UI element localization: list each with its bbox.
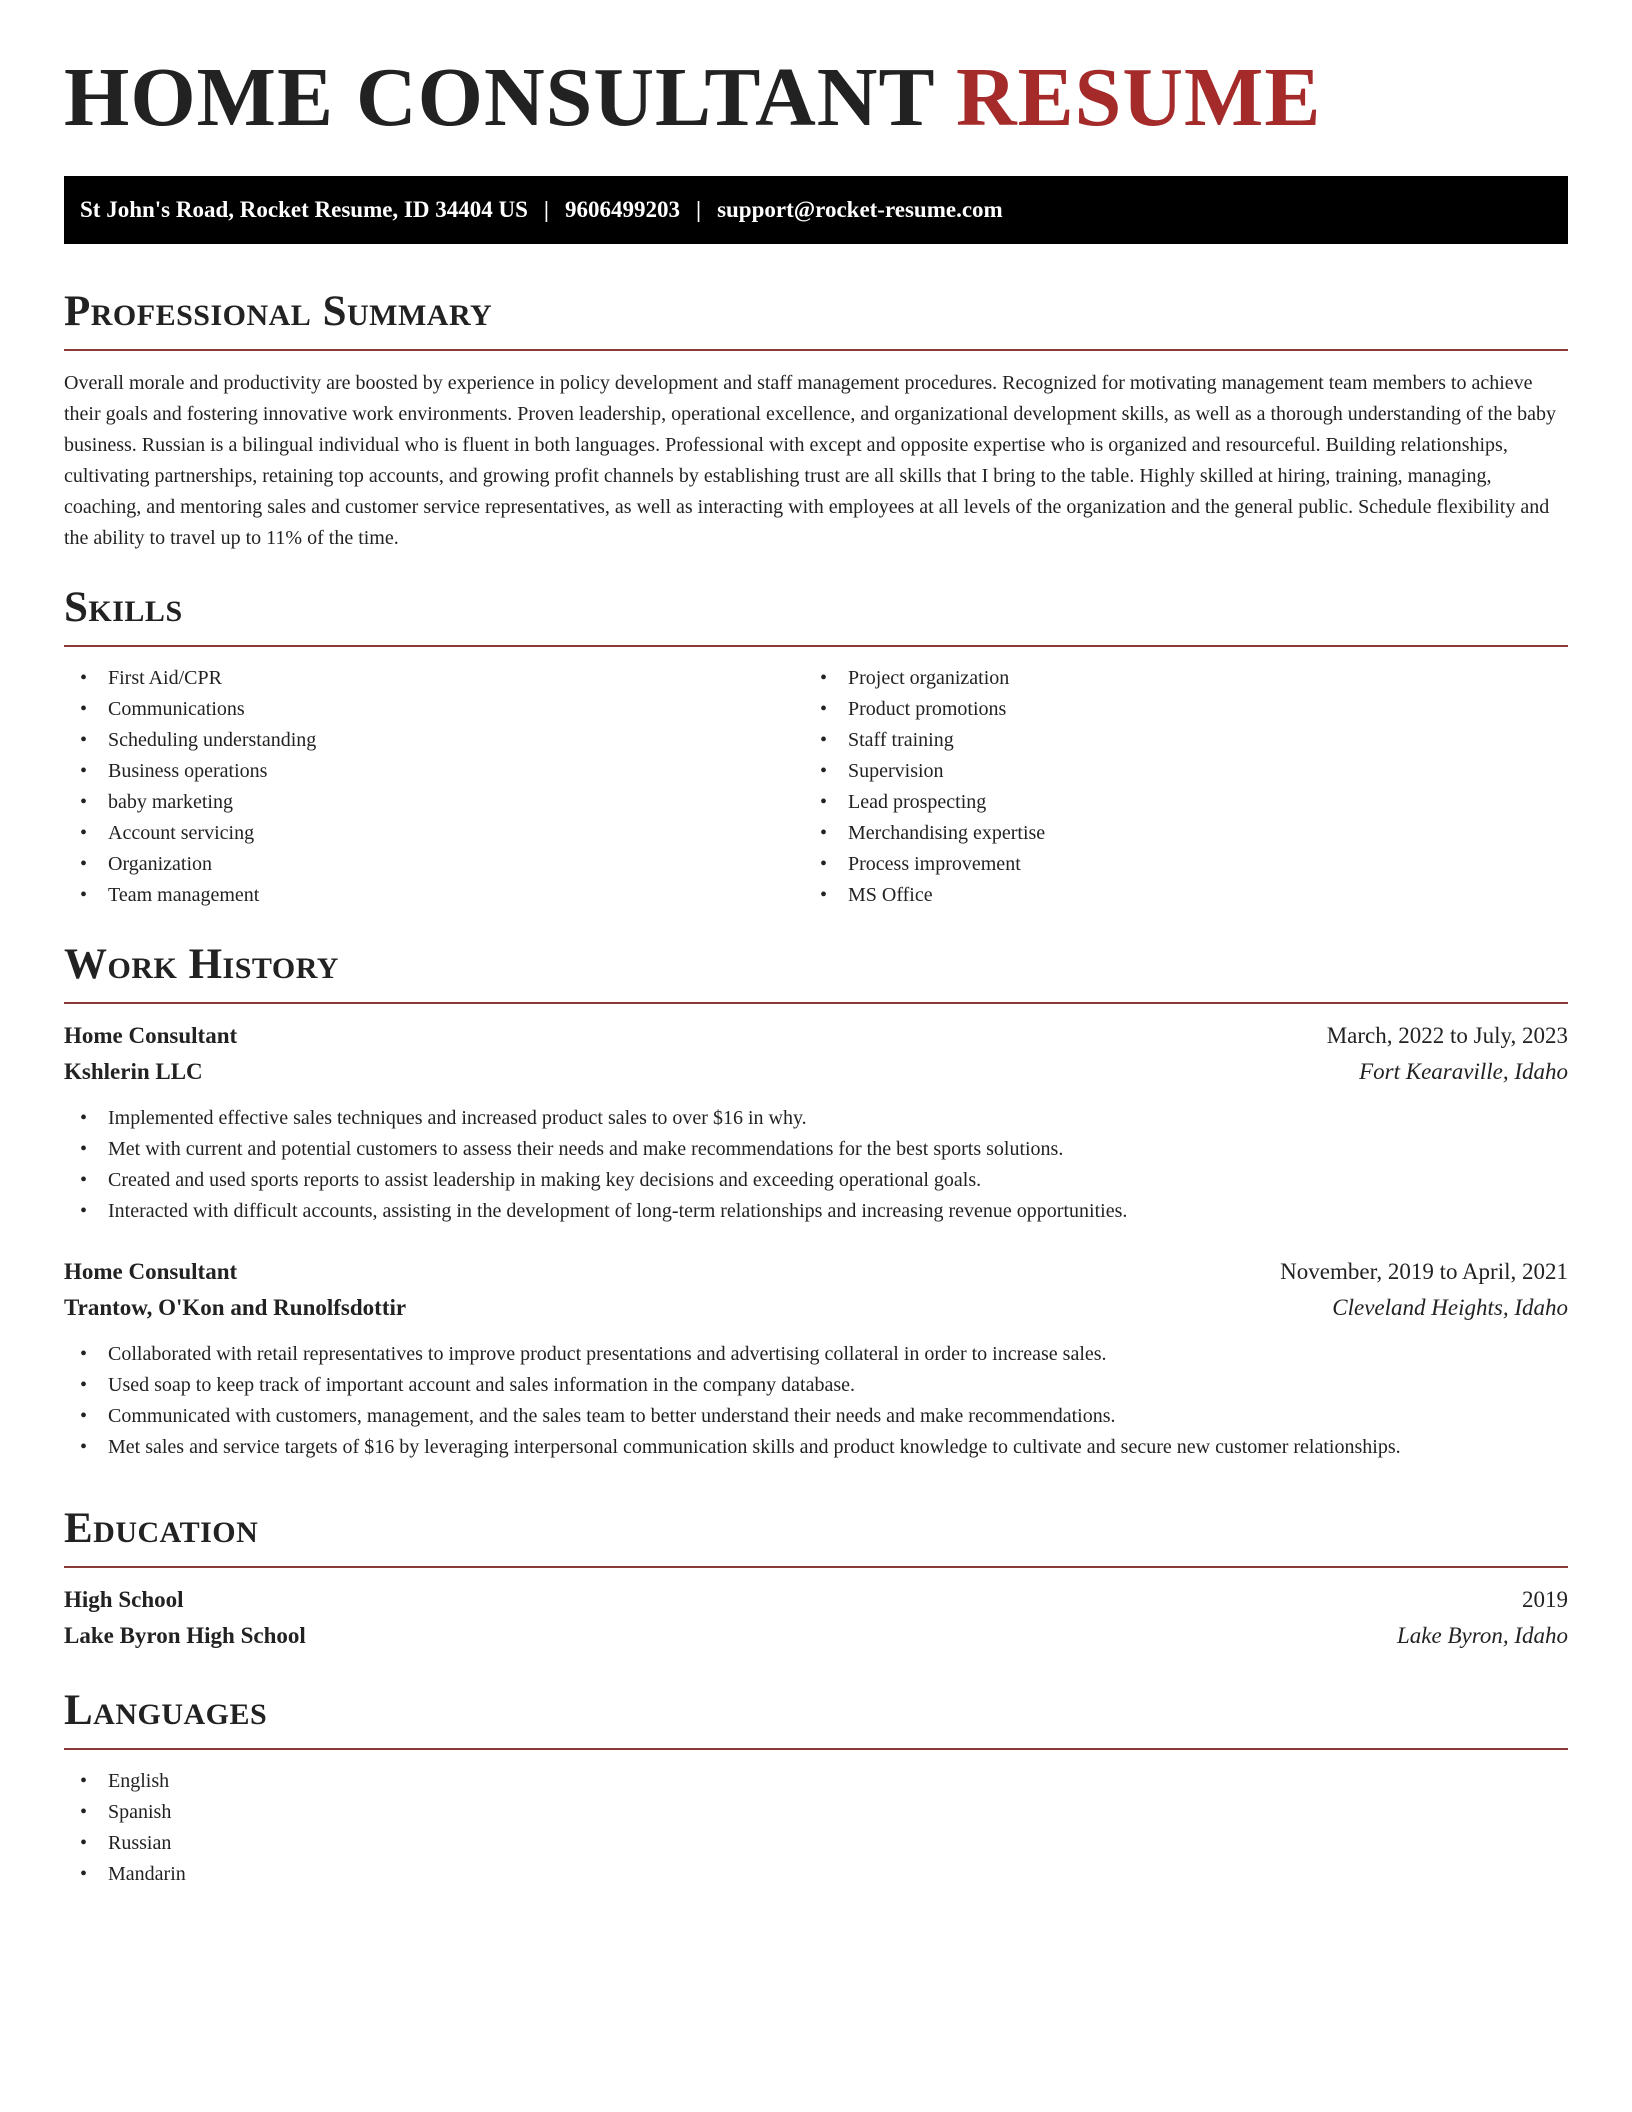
job-title: Home Consultant [64,1259,238,1284]
job-title: Home Consultant [64,1023,238,1048]
education-header-row [64,1582,1568,1618]
skill-item: • Merchandising expertise [804,818,1544,849]
job-header-row [64,1018,1568,1054]
skill-item: • First Aid/CPR [64,663,804,694]
language-item: • Spanish [64,1797,1568,1828]
skills-heading: Skills [64,584,183,631]
summary-section [64,290,1568,554]
languages-section [64,1689,1568,1890]
skills-columns [64,663,1568,911]
job-bullets [64,1339,1568,1463]
job-bullet: • Met with current and potential customers to assess their needs and make recommendations for the best sports solutions. [64,1134,1568,1165]
language-item: • Mandarin [64,1859,1568,1890]
job-location: Fort Kearaville, Idaho [1359,1059,1568,1084]
skill-item: • Product promotions [804,694,1544,725]
job-bullet: • Met sales and service targets of $16 by leveraging interpersonal communication skills and product knowledge to cultivate and secure new customer relationships. [64,1432,1568,1463]
skill-item: • MS Office [804,880,1544,911]
contact-address: St John's Road, Rocket Resume, ID 34404 US [80,197,528,222]
work-heading: Work History [64,941,339,988]
summary-text: Overall morale and productivity are boosted by experience in policy development and staff management procedures. Recognized for motivating management team members to achieve their goals and fostering innovative work environments. Proven leadership, operational excellence, and organizational development skills, as well as a thorough understanding of the baby business. Russian is a bilingual individual who is fluent in both languages. Professional with except and opposite expertise who is organized and resourceful. Building relationships, cultivating partnerships, retaining top accounts, and growing profit channels by establishing trust are all skills that I bring to the table. Highly skilled at hiring, training, managing, coaching, and mentoring sales and customer service representatives, as well as interacting with employees at all levels of the organization and the general public. Schedule flexibility and the ability to travel up to 11% of the time. [64,372,1556,549]
education-school-row [64,1618,1568,1654]
language-item: • English [64,1766,1568,1797]
education-year: 2019 [1522,1587,1568,1612]
skill-item: • Project organization [804,663,1544,694]
section-divider [64,1566,1568,1568]
job-bullet: • Implemented effective sales techniques and increased product sales to over $16 in why. [64,1103,1568,1134]
job-location: Cleveland Heights, Idaho [1332,1295,1568,1320]
skill-item: • Process improvement [804,849,1544,880]
languages-list [64,1766,1568,1890]
job-bullet: • Collaborated with retail representatives to improve product presentations and advertising collateral in order to increase sales. [64,1339,1568,1370]
skill-item: • Account servicing [64,818,804,849]
job-company: Trantow, O'Kon and Runolfsdottir [64,1295,407,1320]
language-item: • Russian [64,1828,1568,1859]
education-entry [64,1582,1568,1654]
skill-item: • Lead prospecting [804,787,1544,818]
skills-list-right [804,663,1544,911]
languages-heading: Languages [64,1687,268,1734]
contact-email: support@rocket-resume.com [717,197,1003,222]
skill-item: • Organization [64,849,804,880]
contact-phone: 9606499203 [564,197,680,222]
job-company-row [64,1054,1568,1090]
skill-item: • Business operations [64,756,804,787]
education-section [64,1507,1568,1654]
job-company-row [64,1290,1568,1326]
skills-section [64,586,1568,911]
section-divider [64,1748,1568,1750]
job-bullet: • Interacted with difficult accounts, assisting in the development of long-term relationships and increasing revenue opportunities. [64,1196,1568,1227]
resume-title [64,51,1322,144]
job-bullet: • Communicated with customers, management, and the sales team to better understand their needs and make recommendations. [64,1401,1568,1432]
skill-item: • Team management [64,880,804,911]
education-degree: High School [64,1587,184,1612]
skill-item: • Staff training [804,725,1544,756]
contact-separator: | [543,197,549,222]
skill-item: • Communications [64,694,804,725]
contact-bar [64,176,1568,244]
contact-separator: | [695,197,702,222]
education-location: Lake Byron, Idaho [1397,1623,1568,1648]
job-company: Kshlerin LLC [64,1059,203,1084]
summary-heading: Professional Summary [64,288,493,335]
skill-item: • baby marketing [64,787,804,818]
skill-item: • Scheduling understanding [64,725,804,756]
job-dates: March, 2022 to July, 2023 [1326,1023,1568,1048]
job-entry [64,1018,1568,1227]
education-school: Lake Byron High School [64,1623,306,1648]
title-main: HOME CONSULTANT [64,51,934,144]
skill-item: • Supervision [804,756,1544,787]
job-dates: November, 2019 to April, 2021 [1280,1259,1568,1284]
job-bullet: • Created and used sports reports to assist leadership in making key decisions and exceeding operational goals. [64,1165,1568,1196]
job-bullet: • Used soap to keep track of important account and sales information in the company database. [64,1370,1568,1401]
job-bullets [64,1103,1568,1227]
section-divider [64,349,1568,351]
job-entry [64,1254,1568,1463]
section-divider [64,1002,1568,1004]
title-accent: RESUME [955,51,1322,144]
section-divider [64,645,1568,647]
education-heading: Education [64,1505,259,1552]
work-section [64,943,1568,1463]
skills-list-left [64,663,804,911]
job-header-row [64,1254,1568,1290]
